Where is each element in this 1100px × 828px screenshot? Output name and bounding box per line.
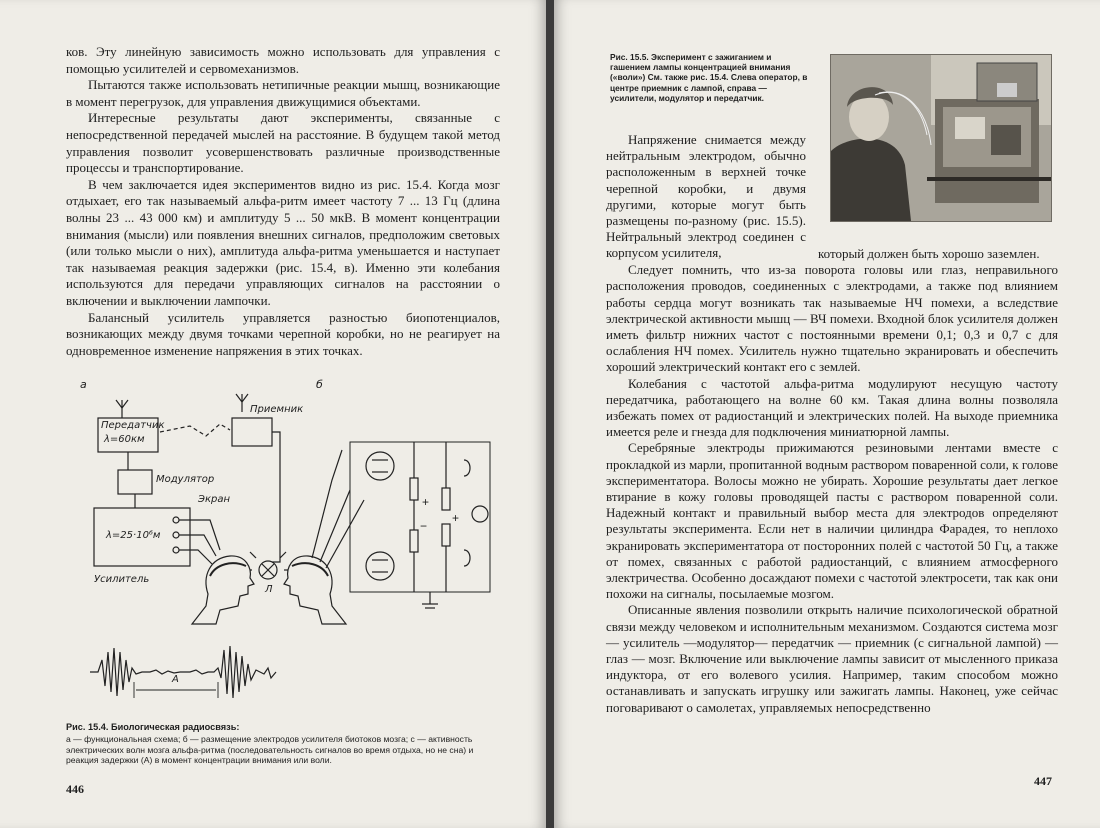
electrode-wire-right [312, 450, 342, 558]
figure-15-4-caption [66, 722, 506, 766]
receiver-lamp [955, 117, 985, 139]
figure-15-5-caption: Рис. 15.5. Эксперимент с зажиганием и гашением лампы концентрацией внимания («воли») См. также рис. 15.4. Слева оператор, в центре приемник с лампой, справа — усилители, модулятор и передатчик. [610, 52, 808, 103]
tube-bottom [366, 552, 394, 580]
radio-link [160, 424, 230, 436]
paragraph: Колебания с частотой альфа-ритма модулируют несущую частоту передатчика, работающего на волне 60 км. Такая длина волны позволяла избежать помех от радиостанций и электрических полей. На выходе приемника имеется реле и гнезда для подключения миниатюрной лампы. [606, 375, 1058, 440]
transmitter-wavelength: λ=60км [104, 434, 145, 445]
paragraph: Балансный усилитель управляется разностью биопотенциалов, возникающих между двумя точками черепной коробки, но не реагирует на одновременное изменение напряжения в этих точках. [66, 309, 500, 358]
paragraph: Следует помнить, что из-за поворота головы или глаз, неправильного расположения проводов, соединенных с электродами, а также под влиянием работы сердца могут возникать так называемые НЧ помехи, а вследствие электрической активности мышц — ВЧ помехи. Входной блок усилителя должен иметь фильтр нижних частот с постоянными времени 0,1; 0,3 и 0,7 с для ослабления НЧ помех. Усилитель нужно тщательно экранировать и обеспечить хороший электрический контакт его с землей. [606, 262, 1058, 375]
svg-text:+: + [452, 511, 460, 525]
right-page-text [606, 246, 1058, 716]
book-gutter [546, 0, 554, 828]
receiver-label: Приемник [250, 404, 304, 415]
tube-top [366, 452, 394, 480]
amplifier-wavelength: λ=25·10⁶м [106, 530, 161, 541]
lamp-label: Л [265, 584, 273, 595]
receiver-box [232, 418, 272, 446]
paragraph: В чем заключается идея экспериментов видно из рис. 15.4. Когда мозг отдыхает, его так называемый альфа-ритм имеет частоту 7 ... 13 Гц (длина волны 23 ... 43 000 км) и амплитуду 5 ... 50 мкВ. В момент концентрации внимания (мысли) или появления внешних сигналов, предположим световых (или только мысли о них), амплитуда альфа-ритма уменьшается и наступает так называемая реакция задержки (рис. 15.4, в). Именно эти колебания используются для передачи управляющих сигналов на расстоянии о включении и выключении лампочки. [66, 176, 500, 308]
modulator-box [118, 470, 152, 494]
figure-15-4 [80, 380, 510, 710]
figure-15-5-photo [830, 54, 1052, 222]
page-number-left: 446 [66, 782, 84, 796]
transmitter-label: Передатчик [101, 420, 165, 431]
caption-text: а — функциональная схема; б — размещение электродов усилителя биотоков мозга; с — активность электрических волн мозга альфа-ритма (последовательность сигналов во время отдыха, но не сна) и реакция задержки (А) в момент концентрации внимания или воли. [66, 734, 474, 766]
minus-sign: − [420, 519, 428, 533]
receiver-wire [272, 432, 280, 562]
paragraph: Напряжение снимается между нейтральным электродом, обычно расположенным в верхней точке черепной коробки, и двумя другими, которые могут быть размещены по-разному (рис. 15.5). Нейтральный электрод соединен с корпусом усилителя, [606, 132, 806, 261]
amplifier-label: Усилитель [94, 574, 150, 585]
paragraph-continuation: который должен быть хорошо заземлен. [818, 246, 1040, 261]
paragraph: Серебряные электроды прижимаются резиновыми лентами вместе с прокладкой из марли, пропитанной водным раствором поваренной соли, к голове экспериментатора. Волосы можно не убирать. Хорошие результаты дает легкое втирание в кожу головы проводящей пасты с раствором поваренной соли. Надежный контакт и правильный выбор места для электродов определяют результаты эксперимента. Если нет в наличии цилиндра Фарадея, то неплохо экранировать экспериментатора от посторонних полей с частотой 50 Гц, а также от помех, связанных с работой радиостанций, с влиянием атмосферного электричества. Особенно досаждают помехи с частотой электросети, так как они похожи на сигналы, посылаемые мозгом. [606, 440, 1058, 602]
left-page-text [66, 44, 500, 359]
page-number-right: 447 [1034, 774, 1052, 788]
wave-delay-label: A [172, 674, 179, 685]
plus-sign: + [422, 495, 430, 509]
paragraph: Описанные явления позволили открыть наличие психологической обратной связи между человеком и исполнительным механизмом. Создаются система мозг — усилитель —модулятор— передатчик — приемник (с сигнальной лампой) — глаз — мозг. Включение или выключение лампы зависит от мысленного приказа индуктора, от его волевого усилия. Например, таким способом можно останавливать и запускать игрушку или зажигать лампы. Наконец, уже сейчас поговаривают о самолетах, управляемых непосредственно [606, 602, 1058, 715]
meter [472, 506, 488, 522]
figure-label-b: б [316, 378, 323, 391]
caption-title: Рис. 15.4. Биологическая радиосвязь: [66, 722, 240, 732]
paragraph: ков. Эту линейную зависимость можно использовать для управления с помощью усилителей и сервомеханизмов. [66, 44, 500, 76]
photo-illustration [831, 55, 1051, 221]
modulator-label: Модулятор [156, 474, 215, 485]
screen-label: Экран [198, 494, 231, 505]
paragraph: Пытаются также использовать нетипичные реакции мышц, возникающие в момент перегрузок, для управления движущимися объектами. [66, 77, 500, 109]
figure-label-a: а [80, 378, 87, 391]
right-narrow-text [606, 132, 806, 262]
capacitor [464, 460, 470, 476]
paragraph: Интересные результаты дают эксперименты, связанные с непосредственной передачей мыслей на расстояние. В будущем такой метод управления позволит усовершенствовать различные производственные процессы и транспортирование. [66, 110, 500, 176]
